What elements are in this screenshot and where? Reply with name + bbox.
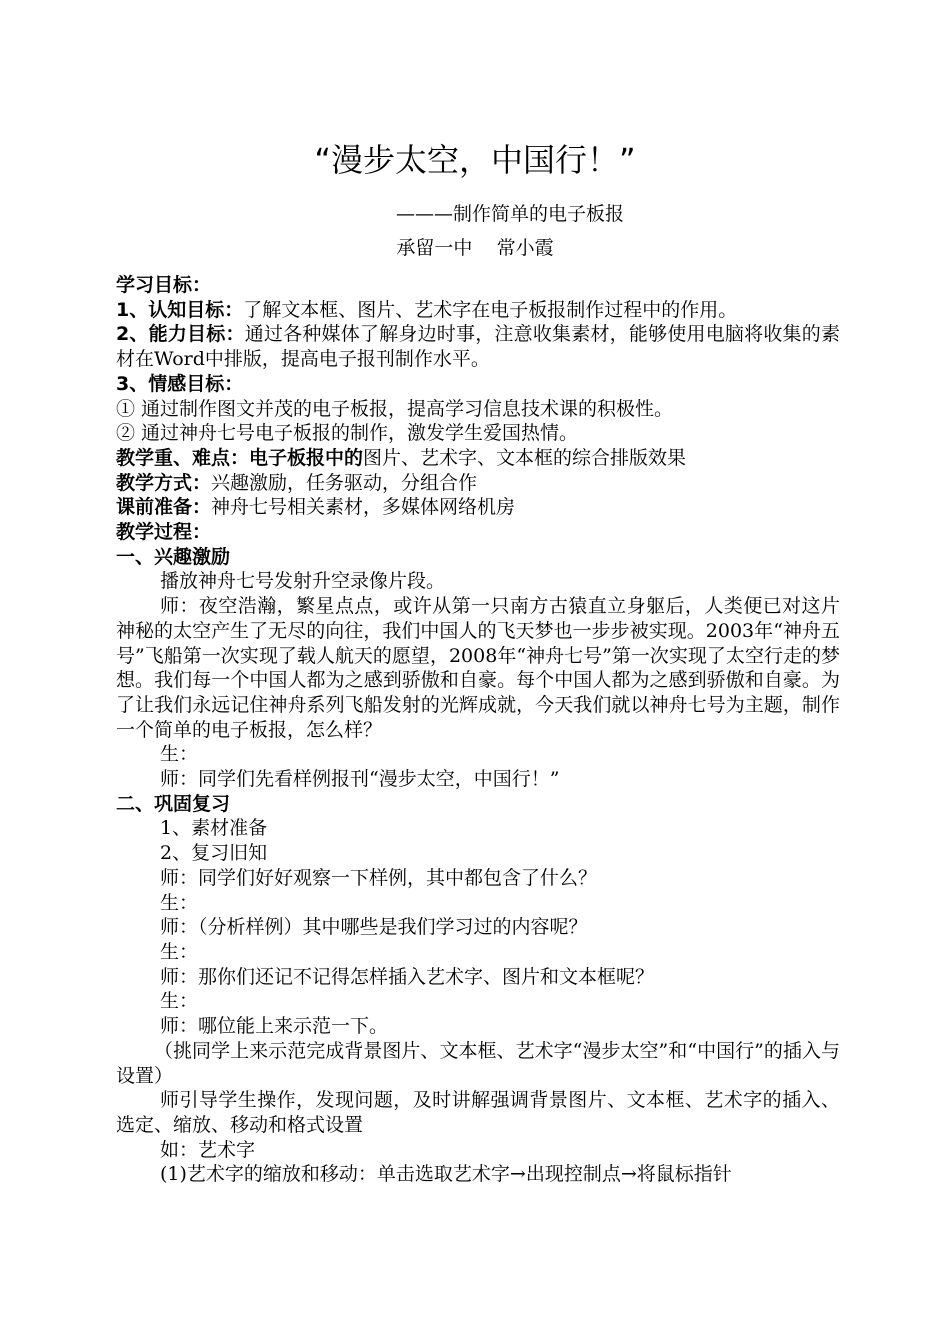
section2-line-11: 师引导学生操作，发现问题，及时讲解强调背景图片、文本框、艺术字的插入、选定、缩放、移动和格式设置 — [116, 1089, 840, 1136]
objective-ability-text: 通过各种媒体了解身边时事，注意收集素材，能够使用电脑将收集的素材在Word中排版，提高电子报刊制作水平。 — [116, 323, 840, 371]
objective-emotion-item-2: ② 通过神舟七号电子板报的制作，激发学生爱国热情。 — [116, 422, 579, 445]
section2-line-7: 师：那你们还记不记得怎样插入艺术字、图片和文本框呢？ — [160, 965, 655, 988]
section2-line-4: 生： — [160, 891, 199, 914]
document-author: 承留一中 常小霞 — [396, 237, 554, 259]
preparation-label: 课前准备： — [116, 496, 212, 519]
preparation — [116, 495, 840, 520]
document-subtitle: ———制作简单的电子板报 — [396, 203, 625, 225]
preparation-text: 神舟七号相关素材，多媒体网络机房 — [211, 496, 516, 519]
objective-ability-label: 2、能力目标： — [116, 323, 245, 346]
section1-paragraph-2: 师：夜空浩瀚，繁星点点，或许从第一只南方古猿直立身躯后，人类便已对这片神秘的太空产生了无尽的向往，我们中国人的飞天梦也一步步被实现。2003年“神舟五号”飞船第一次实现了载人航天的愿望，2008年“神舟七号”第一次实现了太空行走的梦想。我们每一个中国人都为之感到骄傲和自豪。每个中国人都为之感到骄傲和自豪。为了让我们永远记住神舟系列飞船发射的光辉成就，今天我们就以神舟七号为主题，制作一个简单的电子板报，怎么样？ — [116, 595, 840, 741]
key-points — [116, 446, 840, 471]
objective-emotion-label: 3、情感目标： — [116, 372, 244, 395]
section2-line-13: (1)艺术字的缩放和移动：单击选取艺术字→出现控制点→将鼠标指针 — [160, 1163, 732, 1186]
section2-line-5: 师：（分析样例）其中哪些是我们学习过的内容呢？ — [160, 916, 588, 939]
section2-line-3: 师：同学们好好观察一下样例，其中都包含了什么？ — [160, 866, 598, 889]
section1-paragraph-3: 生： — [160, 743, 199, 766]
objectives-heading: 学习目标： — [116, 274, 212, 296]
teaching-method — [116, 471, 840, 496]
key-points-label: 教学重、难点：电子板报中的 — [116, 446, 364, 469]
section1-heading: 一、兴趣激励 — [116, 545, 231, 568]
process-heading: 教学过程： — [116, 521, 212, 544]
section2-line-9: 师：哪位能上来示范一下。 — [160, 1015, 389, 1038]
teaching-method-text: 兴趣激励，任务驱动，分组合作 — [211, 471, 478, 494]
section2-heading: 二、巩固复习 — [116, 792, 231, 815]
section2-line-12: 如：艺术字 — [160, 1138, 256, 1161]
section2-line-8: 生： — [160, 990, 199, 1013]
document-title: “漫步太空，中国行！” — [314, 141, 636, 179]
section2-line-6: 生： — [160, 940, 199, 963]
objective-emotion-item-1: ① 通过制作图文并茂的电子板报，提高学习信息技术课的积极性。 — [116, 397, 674, 420]
section2-line-10: （挑同学上来示范完成背景图片、文本框、艺术字“漫步太空”和“中国行”的插入与设置） — [116, 1039, 840, 1087]
teaching-method-label: 教学方式： — [116, 471, 212, 494]
objective-cognitive — [116, 298, 840, 323]
section2-line-1: 1、素材准备 — [160, 817, 268, 840]
section2-line-2: 2、复习旧知 — [160, 842, 268, 865]
section1-paragraph-4: 师：同学们先看样例报刊“漫步太空，中国行！” — [160, 768, 560, 791]
objective-cognitive-label: 1、认知目标： — [116, 298, 244, 321]
document-body — [116, 273, 840, 1187]
objective-ability — [116, 322, 840, 371]
section1-paragraph-1: 播放神舟七号发射升空录像片段。 — [160, 570, 446, 593]
objective-cognitive-text: 了解文本框、图片、艺术字在电子板报制作过程中的作用。 — [243, 298, 738, 321]
key-points-text: 图片、艺术字、文本框的综合排版效果 — [363, 446, 687, 469]
